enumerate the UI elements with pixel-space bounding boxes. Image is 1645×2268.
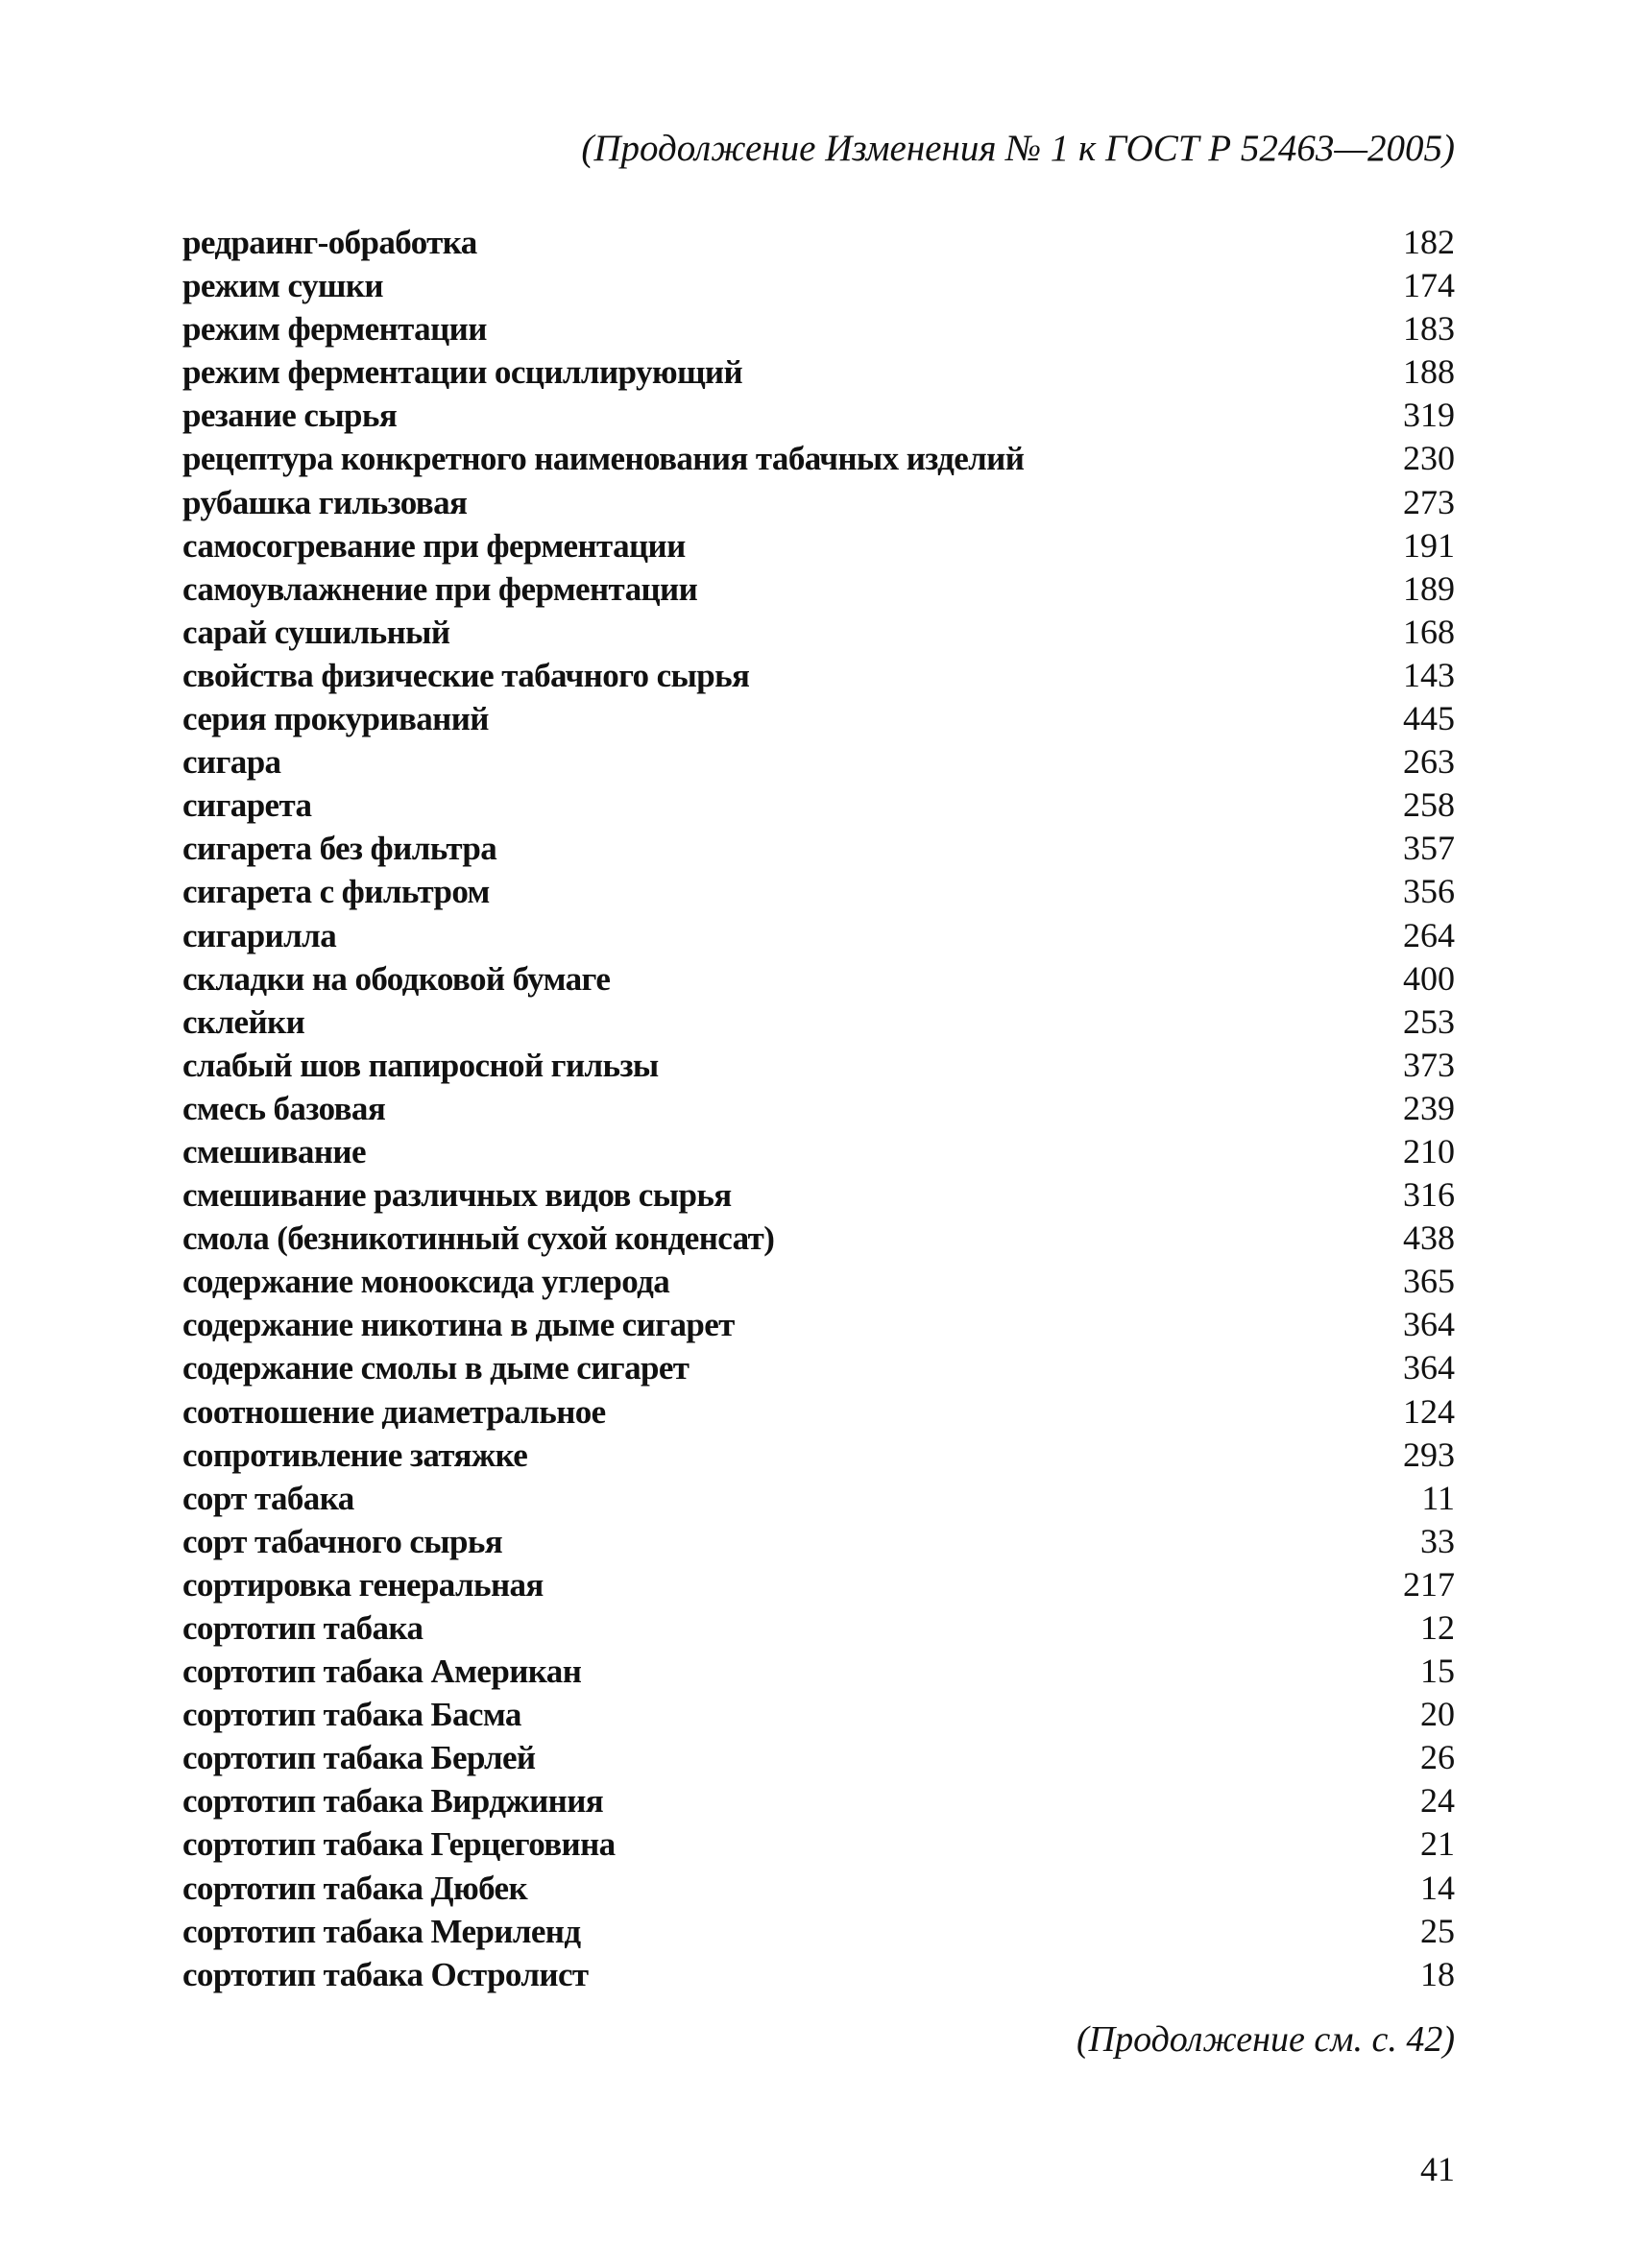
index-entry [182,1520,1455,1563]
index-entry [182,1693,1455,1736]
index-page-ref: 11 [1421,1478,1455,1517]
index-entry [182,697,1455,740]
index-page-ref: 33 [1420,1521,1455,1560]
index-entry [182,481,1455,524]
index-page-ref: 143 [1403,655,1455,694]
index-page-ref: 373 [1403,1045,1455,1084]
index-page-ref: 210 [1403,1131,1455,1170]
index-entry [182,1910,1455,1953]
index-page-ref: 182 [1403,223,1455,261]
index-entry [182,1087,1455,1130]
index-entry [182,1303,1455,1346]
index-term: самоувлажнение при ферментации [182,569,698,608]
index-entry [182,1001,1455,1044]
index-term: смешивание различных видов сырья [182,1176,732,1215]
index-term: содержание никотина в дыме сигарет [182,1306,735,1344]
index-page-ref: 230 [1403,439,1455,478]
index-term: режим ферментации [182,310,487,349]
index-entry [182,437,1455,480]
index-page-ref: 273 [1403,482,1455,521]
index-term: сортотип табака Американ [182,1653,582,1691]
index-entry [182,1434,1455,1477]
index-entry [182,654,1455,697]
index-entry [182,1044,1455,1087]
index-page-ref: 25 [1420,1911,1455,1950]
index-entry [182,1217,1455,1260]
index-term: сортотип табака Остролист [182,1955,589,1993]
index-page-ref: 239 [1403,1088,1455,1127]
index-page-ref: 364 [1403,1305,1455,1344]
index-term: свойства физические табачного сырья [182,656,750,694]
index-term: сигарета без фильтра [182,830,497,868]
index-term: сорт табака [182,1479,354,1517]
index-entry [182,957,1455,1001]
index-entry [182,1650,1455,1693]
index-entry [182,394,1455,437]
index-page-ref: 24 [1420,1781,1455,1821]
index-page-ref: 26 [1420,1738,1455,1777]
index-page-ref: 124 [1403,1391,1455,1431]
index-term: смешивание [182,1132,366,1170]
index-page-ref: 174 [1403,266,1455,305]
index-page-ref: 12 [1420,1608,1455,1647]
index-entry [182,350,1455,394]
index-list [182,221,1455,1996]
index-term: склейки [182,1002,305,1041]
index-term: сорт табачного сырья [182,1522,503,1560]
index-page-ref: 264 [1403,915,1455,954]
index-term: сортировка генеральная [182,1565,544,1604]
index-term: сигарилла [182,916,337,954]
index-entry [182,307,1455,350]
index-term: слабый шов папиросной гильзы [182,1046,659,1084]
index-entry [182,740,1455,784]
index-page-ref: 365 [1403,1262,1455,1301]
index-page-ref: 18 [1420,1954,1455,1993]
index-page-ref: 316 [1403,1175,1455,1215]
index-term: сигарета [182,786,312,825]
index-page-ref: 14 [1420,1868,1455,1907]
index-entry [182,1606,1455,1650]
index-entry [182,1390,1455,1434]
index-entry [182,1346,1455,1389]
index-page-ref: 364 [1403,1348,1455,1387]
index-entry [182,1779,1455,1822]
index-term: сигара [182,743,281,782]
index-entry [182,914,1455,957]
index-term: сортотип табака [182,1609,423,1647]
index-entry [182,1822,1455,1866]
index-entry [182,827,1455,870]
index-term: содержание монооксида углерода [182,1263,670,1301]
index-term: резание сырья [182,397,398,435]
index-entry [182,1130,1455,1173]
index-entry [182,611,1455,654]
index-page-ref: 445 [1403,699,1455,738]
index-page-ref: 191 [1403,525,1455,565]
index-page-ref: 21 [1420,1824,1455,1864]
index-page-ref: 438 [1403,1218,1455,1258]
index-term: сарай сушильный [182,613,450,651]
index-term: сопротивление затяжке [182,1436,528,1474]
index-page-ref: 357 [1403,829,1455,868]
index-term: сортотип табака Герцеговина [182,1825,616,1864]
index-page-ref: 188 [1403,352,1455,392]
index-entry [182,1477,1455,1520]
index-term: соотношение диаметральное [182,1392,606,1431]
index-page-ref: 293 [1403,1435,1455,1474]
index-term: складки на ободковой бумаге [182,959,611,998]
index-page-ref: 217 [1403,1564,1455,1604]
index-term: рубашка гильзовая [182,483,468,521]
index-entry [182,524,1455,567]
index-term: серия прокуриваний [182,700,489,738]
index-page-ref: 356 [1403,872,1455,911]
index-page-ref: 253 [1403,1001,1455,1041]
index-term: рецептура конкретного наименования табачных изделий [182,440,1025,478]
index-page-ref: 20 [1420,1695,1455,1734]
index-entry [182,1563,1455,1606]
index-entry [182,264,1455,307]
index-term: редраинг-обработка [182,224,477,261]
index-term: режим ферментации осциллирующий [182,353,743,392]
index-term: сортотип табака Вирджиния [182,1782,604,1821]
index-entry [182,1953,1455,1996]
index-entry [182,1867,1455,1910]
index-page-ref: 15 [1420,1652,1455,1691]
index-entry [182,784,1455,827]
index-term: содержание смолы в дыме сигарет [182,1349,689,1387]
index-page-ref: 168 [1403,612,1455,651]
index-entry [182,567,1455,611]
index-page-ref: 263 [1403,742,1455,782]
index-entry [182,221,1455,264]
index-page-ref: 189 [1403,568,1455,608]
index-entry [182,1173,1455,1217]
page-header: (Продолжение Изменения № 1 к ГОСТ Р 52463—2005) [581,128,1455,169]
index-term: сортотип табака Басма [182,1696,521,1734]
index-entry [182,1736,1455,1779]
index-term: режим сушки [182,267,383,305]
index-term: сигарета с фильтром [182,873,490,911]
index-page-ref: 183 [1403,309,1455,349]
index-page-ref: 319 [1403,396,1455,435]
index-term: смола (безникотинный сухой конденсат) [182,1219,775,1258]
continuation-note: (Продолжение см. с. 42) [1076,2019,1455,2060]
index-term: самосогревание при ферментации [182,526,686,565]
index-page-ref: 400 [1403,958,1455,998]
page-number: 41 [1420,2150,1455,2188]
index-entry [182,870,1455,913]
index-entry [182,1260,1455,1303]
index-term: смесь базовая [182,1089,386,1127]
index-term: сортотип табака Берлей [182,1739,536,1777]
index-term: сортотип табака Мериленд [182,1912,581,1950]
index-term: сортотип табака Дюбек [182,1869,528,1907]
index-page-ref: 258 [1403,785,1455,825]
